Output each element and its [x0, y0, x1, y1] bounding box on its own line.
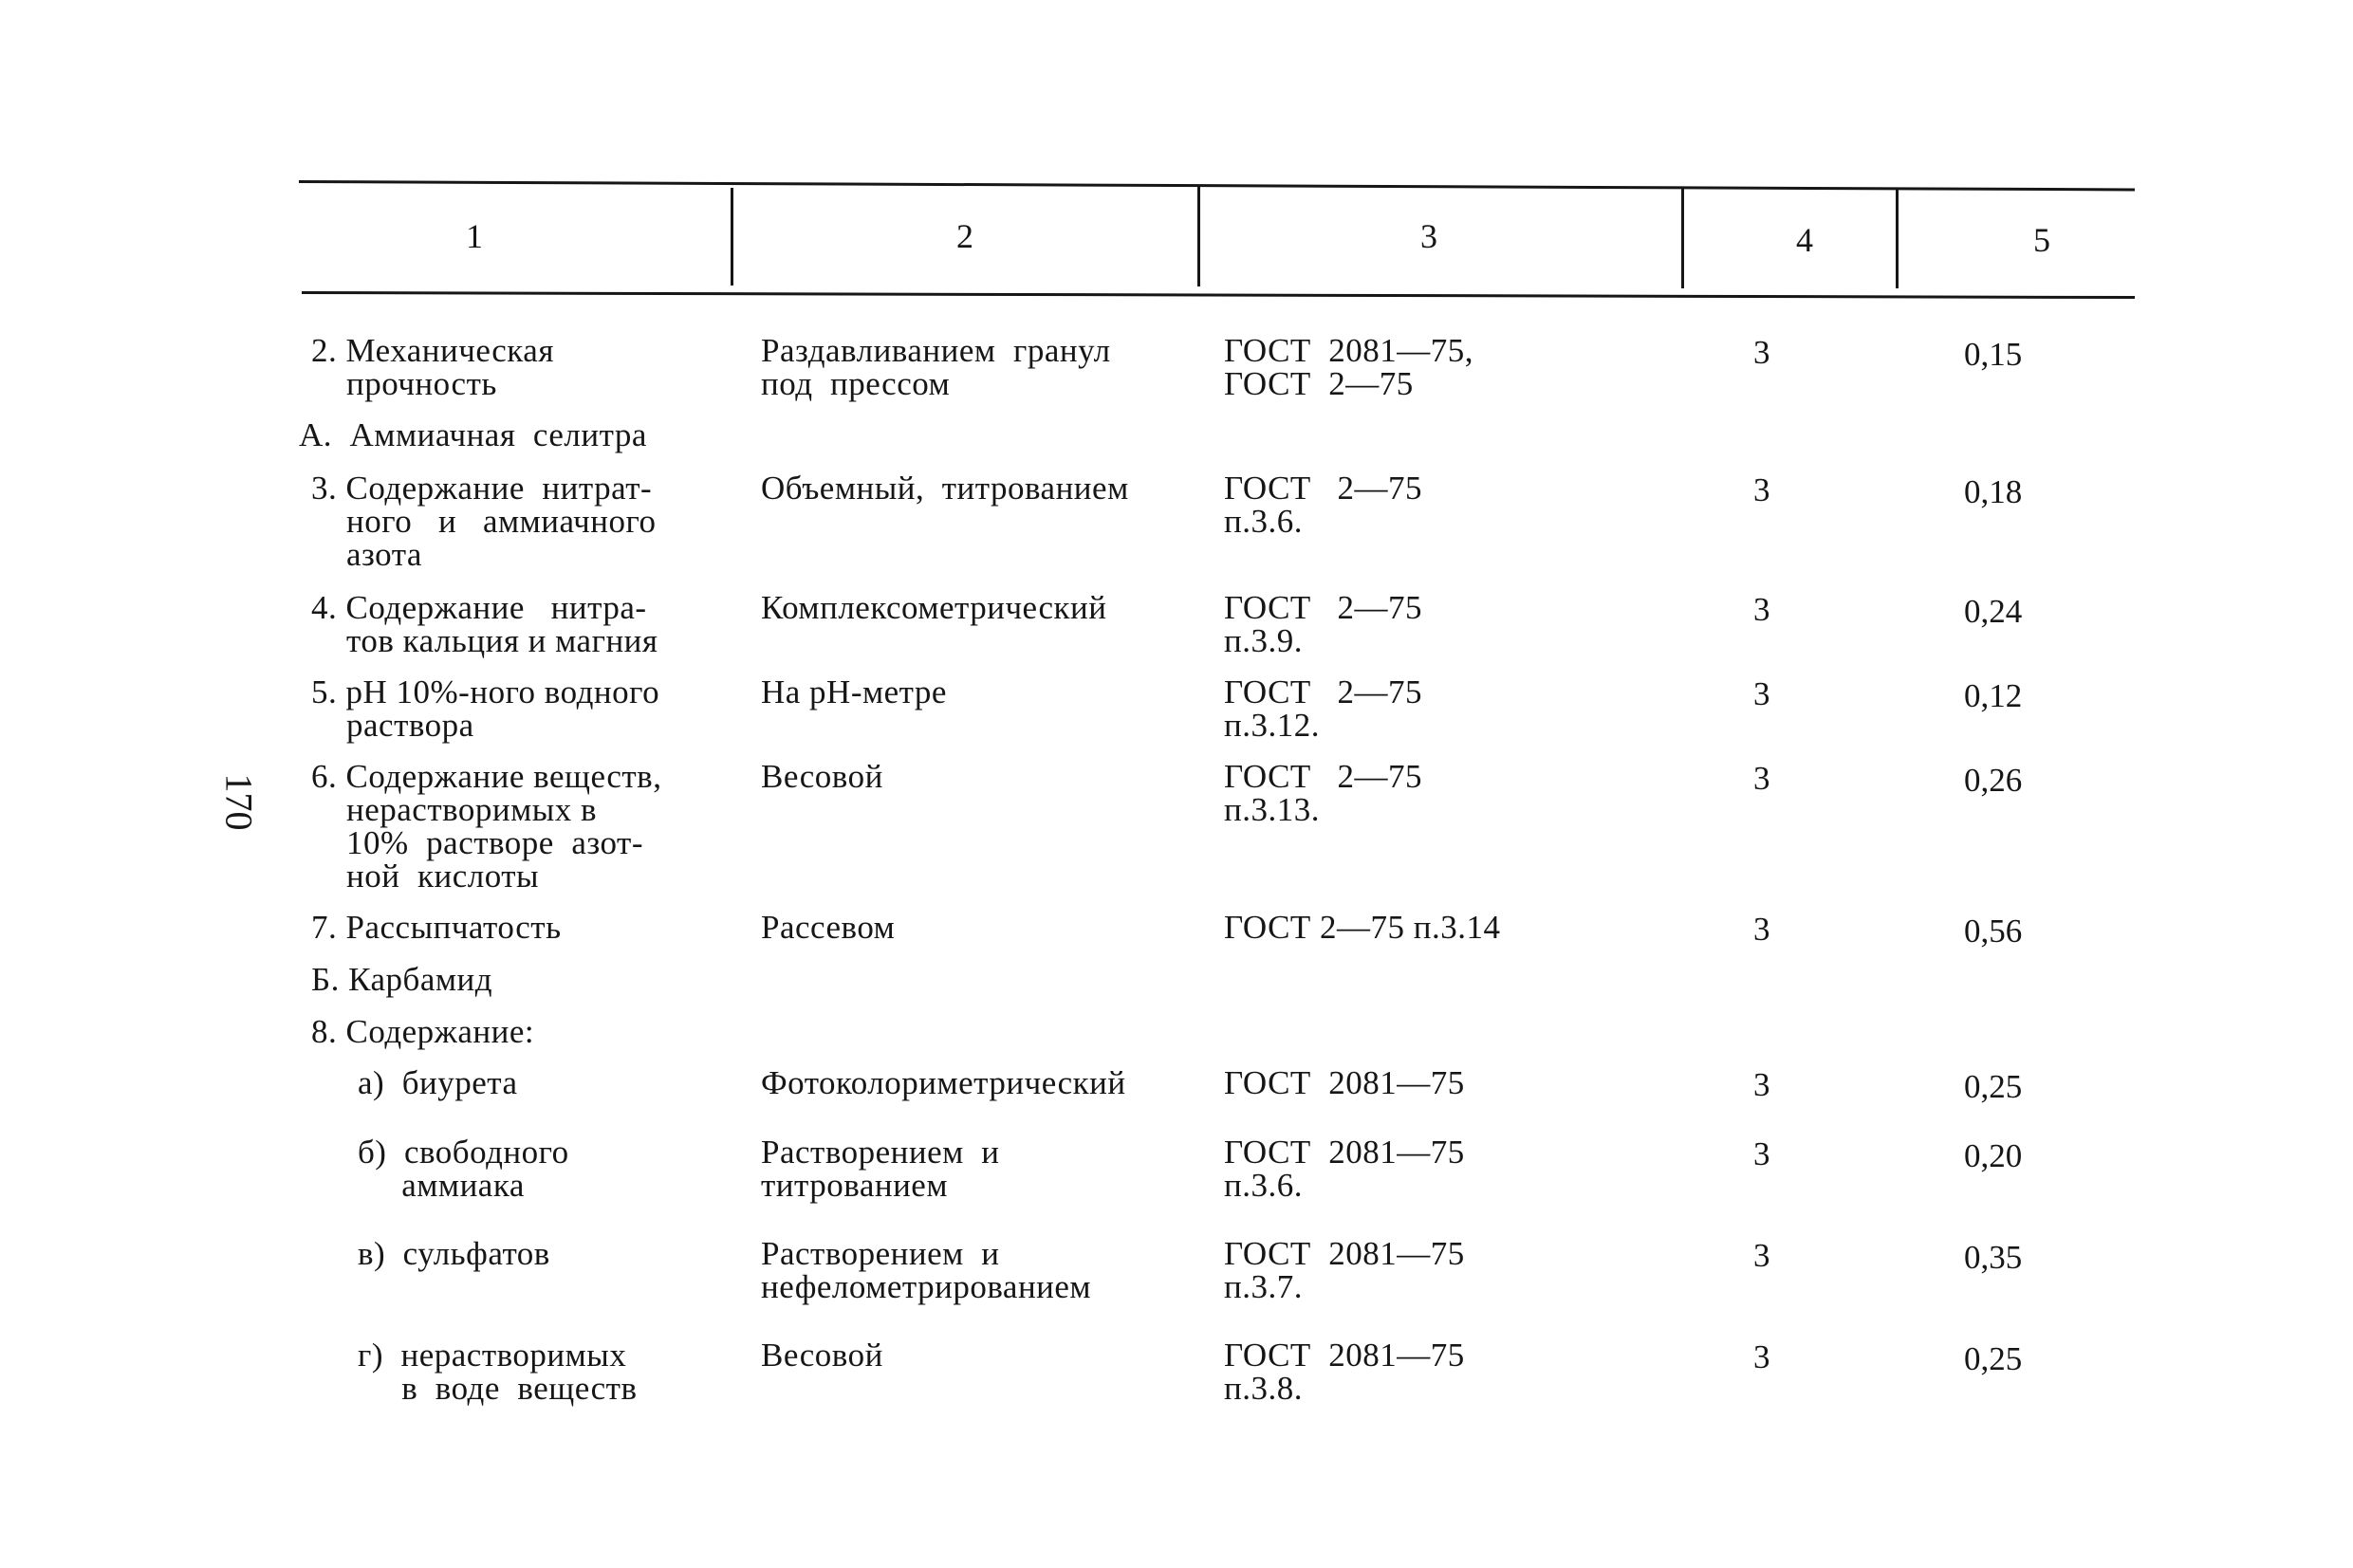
row-standard: ГОСТ 2—75 п.3.12.	[1224, 673, 1423, 744]
row-value-col4: 3	[1753, 675, 1770, 712]
header-divider	[731, 188, 733, 286]
row-value-col5: 0,20	[1964, 1137, 2023, 1174]
row-standard: ГОСТ 2—75 п.3.9.	[1224, 589, 1423, 659]
row-value-col4: 3	[1753, 334, 1770, 371]
row-value-col5: 0,24	[1964, 593, 2023, 630]
row-indicator: а) биурета	[358, 1064, 518, 1101]
section-heading: Б. Карбамид	[311, 961, 493, 998]
row-value-col5: 0,26	[1964, 762, 2023, 799]
row-indicator: 4. Содержание нитра- тов кальция и магния	[311, 589, 658, 659]
row-method: Растворением и титрованием	[761, 1134, 1000, 1204]
row-value-col4: 3	[1753, 591, 1770, 628]
row-value-col4: 3	[1753, 1066, 1770, 1103]
row-method: Растворением и нефелометрированием	[761, 1235, 1092, 1305]
row-value-col4: 3	[1753, 1237, 1770, 1274]
row-method: Комплексометрический	[761, 589, 1107, 626]
column-header-3: 3	[1420, 217, 1437, 255]
row-indicator: 3. Содержание нитрат- ного и аммиачного азота	[311, 470, 657, 573]
row-indicator: 7. Рассыпчатость	[311, 909, 562, 946]
section-heading: 8. Содержание:	[311, 1013, 535, 1050]
header-divider	[1896, 188, 1899, 288]
row-indicator: 6. Содержание веществ, нерастворимых в 10% растворе азот- ной кислоты	[311, 758, 662, 895]
column-header-2: 2	[956, 217, 973, 255]
row-indicator: г) нерастворимых в воде веществ	[358, 1337, 638, 1407]
row-method: Объемный, титрованием	[761, 470, 1129, 507]
row-method: На pH-метре	[761, 673, 947, 710]
row-method: Раздавливанием гранул под прессом	[761, 332, 1111, 402]
row-value-col4: 3	[1753, 760, 1770, 797]
row-standard: ГОСТ 2—75 п.3.6.	[1224, 470, 1423, 540]
row-value-col5: 0,18	[1964, 473, 2023, 510]
row-indicator: 5. pH 10%-ного водного раствора	[311, 673, 660, 744]
row-indicator: в) сульфатов	[358, 1235, 550, 1272]
column-header-5: 5	[2033, 221, 2050, 259]
row-method: Весовой	[761, 758, 883, 795]
header-divider	[1197, 186, 1200, 286]
header-divider	[1681, 188, 1684, 288]
row-standard: ГОСТ 2081—75 п.3.6.	[1224, 1134, 1465, 1204]
row-standard: ГОСТ 2081—75	[1224, 1064, 1465, 1101]
row-value-col5: 0,15	[1964, 336, 2023, 373]
row-standard: ГОСТ 2081—75 п.3.8.	[1224, 1337, 1465, 1407]
row-value-col4: 3	[1753, 1135, 1770, 1172]
row-standard: ГОСТ 2081—75 п.3.7.	[1224, 1235, 1465, 1305]
page-number: 170	[217, 773, 261, 831]
row-value-col4: 3	[1753, 911, 1770, 948]
row-indicator: б) свободного аммиака	[358, 1134, 569, 1204]
row-value-col4: 3	[1753, 1338, 1770, 1375]
row-value-col4: 3	[1753, 471, 1770, 508]
row-method: Рассевом	[761, 909, 896, 946]
row-value-col5: 0,35	[1964, 1239, 2023, 1276]
row-standard: ГОСТ 2—75 п.3.13.	[1224, 758, 1423, 828]
column-header-1: 1	[466, 217, 483, 255]
row-indicator: 2. Механическая прочность	[311, 332, 554, 402]
row-value-col5: 0,25	[1964, 1068, 2023, 1105]
row-value-col5: 0,12	[1964, 677, 2023, 714]
table-header-rule	[302, 291, 2135, 299]
row-standard: ГОСТ 2—75 п.3.14	[1224, 909, 1501, 946]
row-standard: ГОСТ 2081—75, ГОСТ 2—75	[1224, 332, 1474, 402]
row-value-col5: 0,25	[1964, 1340, 2023, 1377]
table-top-rule	[299, 180, 2135, 191]
row-method: Фотоколориметрический	[761, 1064, 1126, 1101]
section-heading: А. Аммиачная селитра	[299, 416, 647, 453]
row-method: Весовой	[761, 1337, 883, 1374]
column-header-4: 4	[1796, 221, 1813, 259]
row-value-col5: 0,56	[1964, 913, 2023, 950]
